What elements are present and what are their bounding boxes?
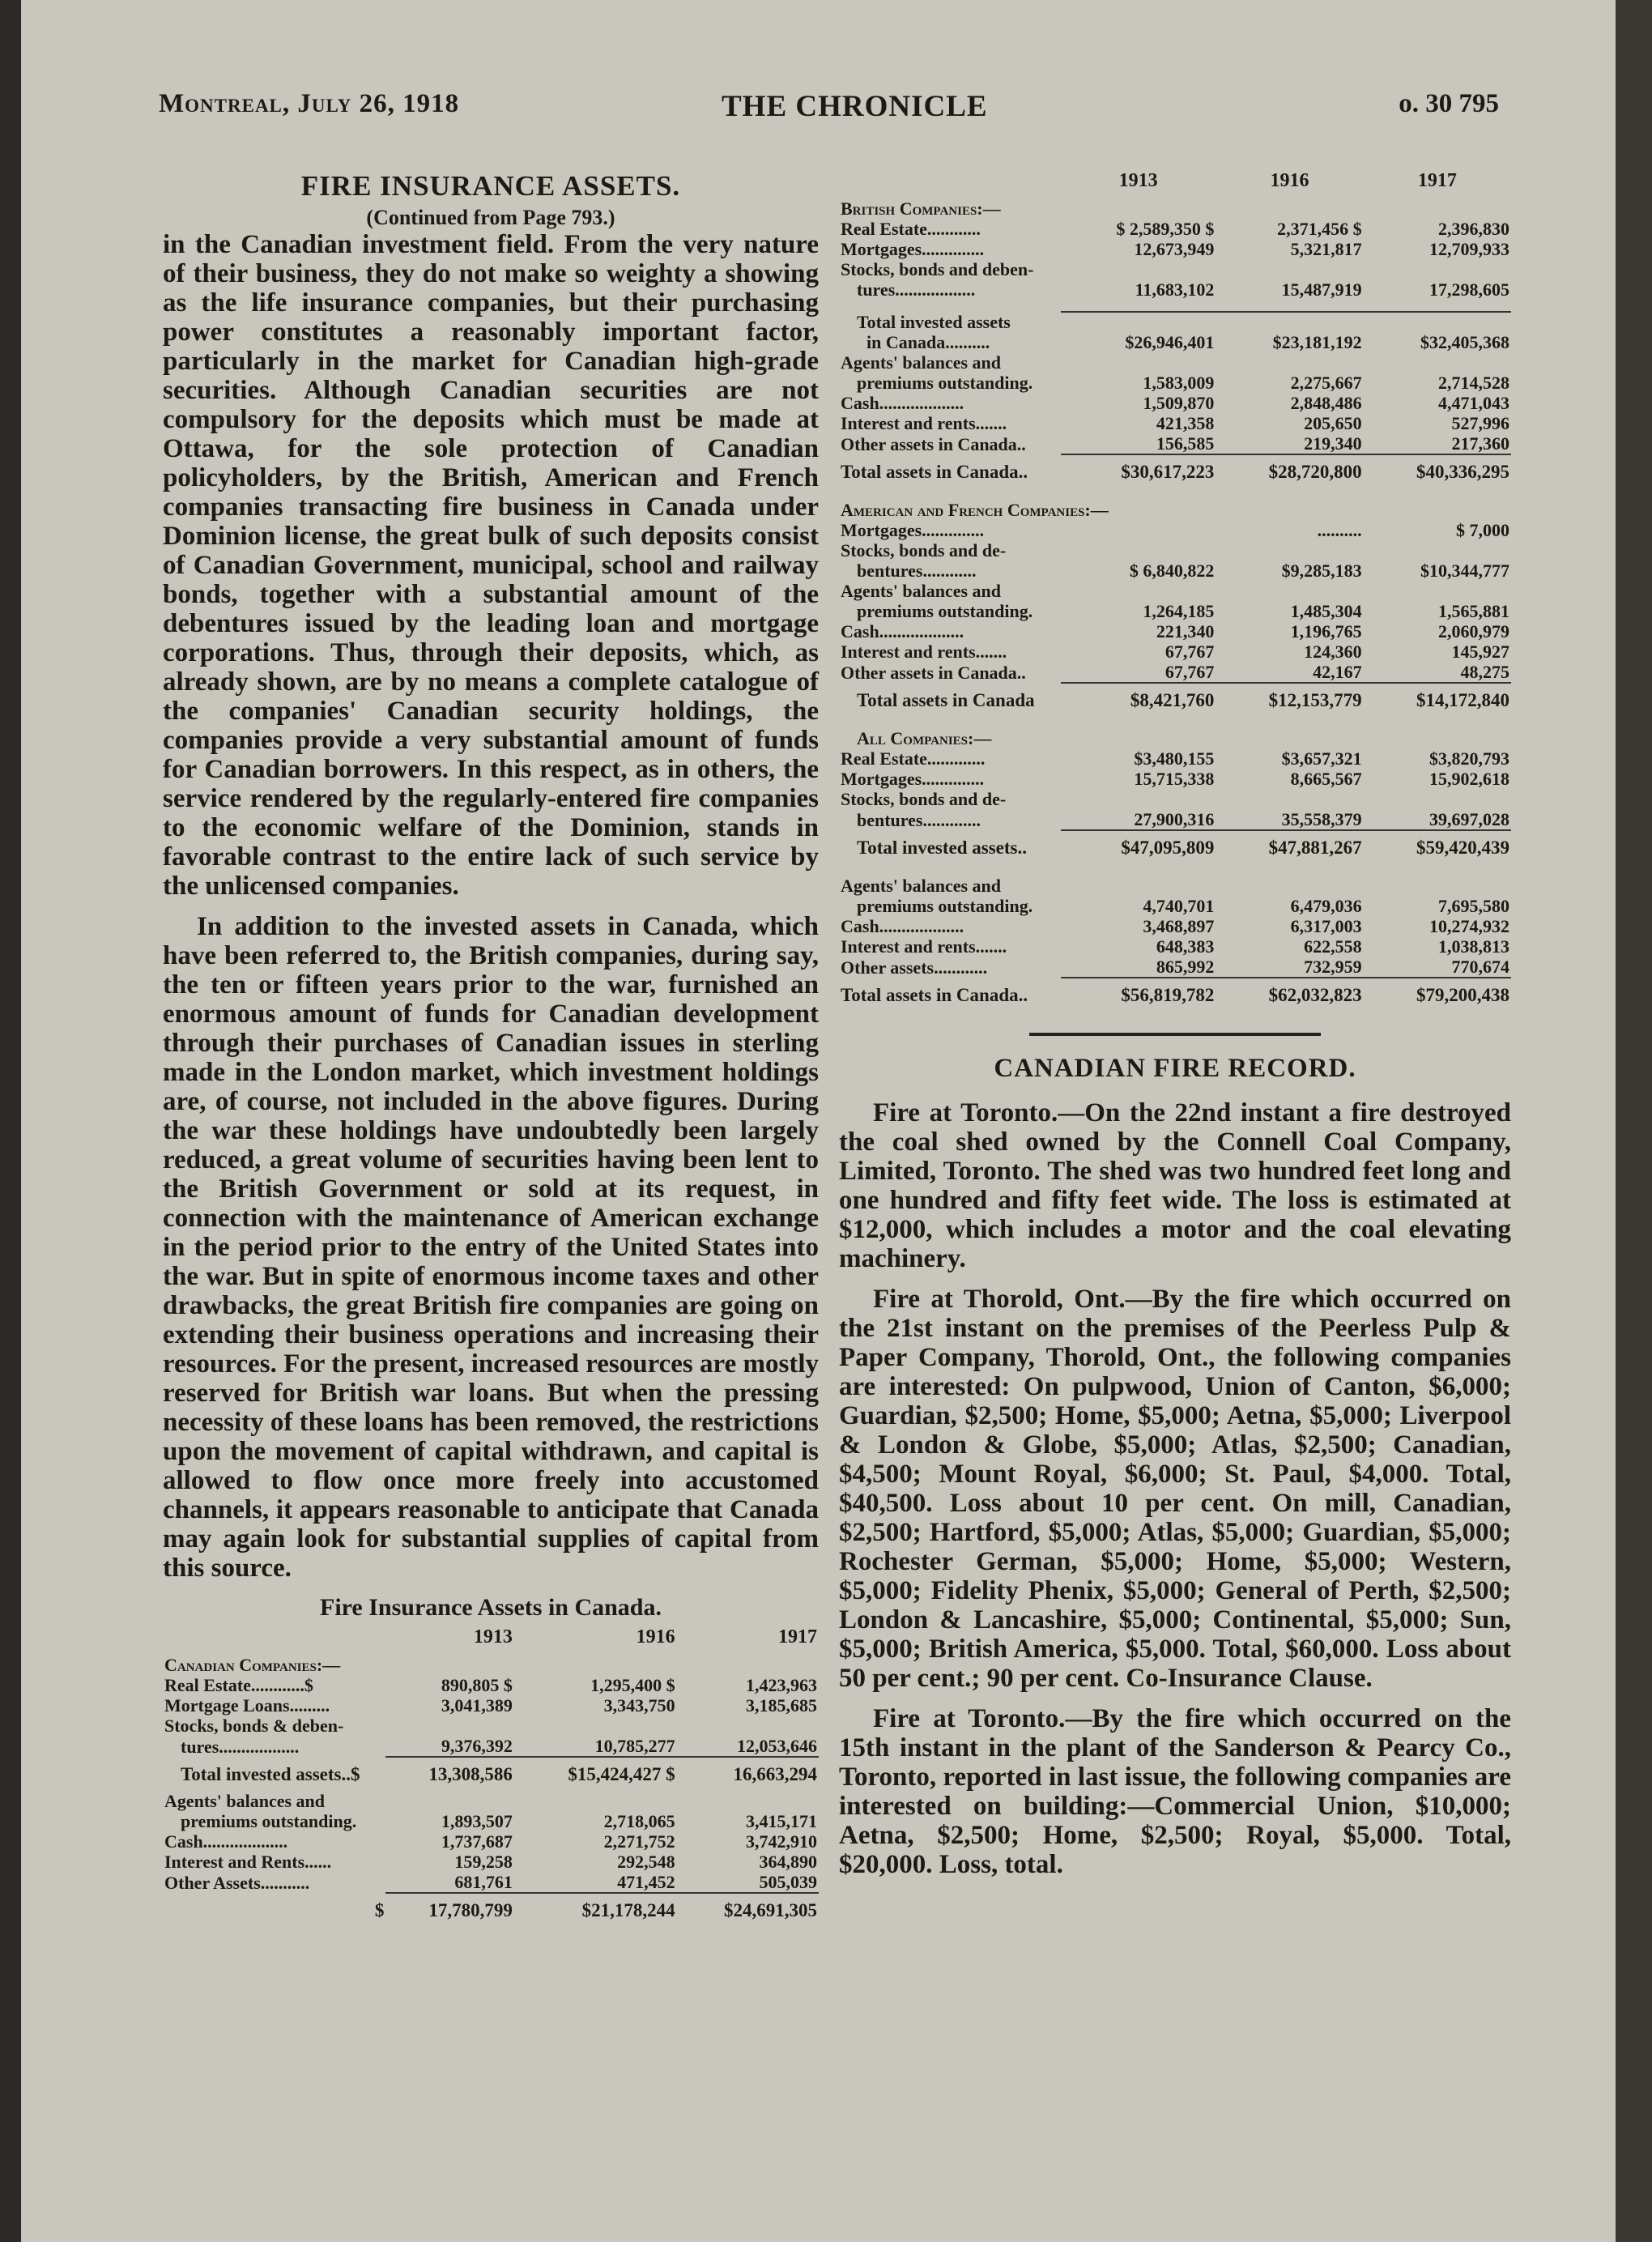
fire-record-lead: Fire at Toronto. xyxy=(873,1098,1058,1127)
row-label: Mortgages.............. xyxy=(841,769,985,789)
cell-1916: $12,153,779 xyxy=(1216,683,1363,717)
cell-1913: 12,673,949 xyxy=(1134,239,1215,259)
cell-1913: 15,715,338 xyxy=(1134,769,1215,789)
table-row-grand-total xyxy=(163,1893,819,1927)
cell-1917: 16,663,294 xyxy=(677,1757,819,1791)
table-row xyxy=(839,560,1511,581)
section-heading: All Companies:— xyxy=(857,728,992,748)
table-header-row xyxy=(839,170,1511,198)
row-label: Cash................... xyxy=(841,621,964,641)
table-row xyxy=(839,219,1511,239)
table-row xyxy=(839,581,1511,601)
cell-1917: 1,423,963 xyxy=(746,1675,817,1695)
cell-1916: 1,295,400 $ xyxy=(590,1675,675,1695)
row-label: tures.................. xyxy=(181,1737,300,1757)
cell-1913 xyxy=(1061,520,1216,540)
cell-1913: 3,468,897 xyxy=(1143,916,1215,936)
fire-record-title: CANADIAN FIRE RECORD. xyxy=(994,1054,1356,1083)
cell-1916: 42,167 xyxy=(1313,662,1362,682)
row-label: premiums outstanding. xyxy=(857,896,1033,916)
table-row-total xyxy=(839,683,1511,717)
table-row xyxy=(839,540,1511,560)
row-label: Stocks, bonds and deben- xyxy=(841,259,1034,279)
cell-1916: $15,424,427 $ xyxy=(514,1757,677,1791)
row-label: premiums outstanding. xyxy=(857,601,1033,621)
cell-1916: 6,479,036 xyxy=(1290,896,1362,916)
row-label: in Canada.......... xyxy=(866,332,990,352)
section-divider xyxy=(1029,1033,1321,1036)
cell-1913: 9,376,392 xyxy=(441,1736,513,1756)
row-label: Agents' balances and xyxy=(841,581,1002,601)
row-label: Interest and rents....... xyxy=(841,641,1007,662)
table-row xyxy=(163,1811,819,1831)
cell-1917: 527,996 xyxy=(1451,413,1509,433)
fire-record-text: —By the fire which occurred on the 21st instant on the premises of the Peerless Pulp & Paper Company, Thorold, Ont., the following companies are interested: On pulpwood, Union of Canton, $6,000; Guardian, $2,500; Home, $5,000; Aetna, $5,000; Liverpool & London & Globe, $5,000; Atlas, $2,500; Canadian, $4,500; Mount Royal, $6,000; St. Paul, $4,000. Total, $40,500. Loss about 10 per cent. On mill, Canadian, $2,500; Hartford, $5,000; Atlas, $5,000; Guardian, $5,000; Rochester German, $5,000; Home, $5,000; Western, $5,000; Fidelity Phenix, $5,000; General of Perth, $2,500; London & Lancashire, $5,000; Continental, $5,000; Sun, $5,000; British America, $5,000. Total, $60,000. Loss about 50 per cent.; 90 per cent. Co-Insurance Clause. xyxy=(839,1285,1511,1693)
table-row xyxy=(839,896,1511,916)
canadian-companies-table xyxy=(163,1626,819,1927)
year-header: 1916 xyxy=(1270,170,1309,191)
cell-1913: 890,805 $ xyxy=(441,1675,513,1695)
table-row xyxy=(839,662,1511,683)
table-row-grand-total xyxy=(839,978,1511,1012)
table-row xyxy=(163,1716,819,1736)
table-row-total xyxy=(839,454,1511,488)
cell-1913: 865,992 xyxy=(1156,957,1215,977)
section-heading: British Companies:— xyxy=(841,198,1001,219)
row-label: Total assets in Canada xyxy=(857,690,1035,710)
cell-1913: 13,308,586 xyxy=(385,1757,513,1791)
cell-1913: 67,767 xyxy=(1164,662,1215,682)
cell-1916: 124,360 xyxy=(1304,641,1362,662)
table-row xyxy=(839,601,1511,621)
cell-1916: 1,196,765 xyxy=(1290,621,1362,641)
table-row xyxy=(163,1852,819,1872)
assets-by-company-table xyxy=(839,170,1511,1012)
row-label: Mortgage Loans......... xyxy=(164,1695,330,1716)
header-page-number: o. 30 795 xyxy=(1399,89,1499,118)
table-row xyxy=(839,936,1511,957)
cell-1916: 732,959 xyxy=(1304,957,1362,977)
cell-1917: 39,697,028 xyxy=(1429,809,1509,829)
header-dateline: Montreal, July 26, 1918 xyxy=(159,89,460,118)
table-row xyxy=(839,520,1511,540)
cell-1917: 217,360 xyxy=(1451,433,1509,454)
cell-1913: 27,900,316 xyxy=(1134,809,1215,829)
cell-1916: 2,371,456 $ xyxy=(1277,219,1362,239)
year-header: 1916 xyxy=(636,1626,675,1647)
table-row xyxy=(163,1695,819,1716)
row-label: premiums outstanding. xyxy=(181,1811,357,1831)
row-label: Total assets in Canada.. xyxy=(841,985,1028,1005)
cell-1917: 7,695,580 xyxy=(1438,896,1509,916)
table-row xyxy=(839,413,1511,433)
row-label: Total assets in Canada.. xyxy=(841,462,1028,482)
section-heading: American and French Companies:— xyxy=(841,500,1109,520)
row-label: premiums outstanding. xyxy=(857,373,1033,393)
cell-1917: 10,274,932 xyxy=(1429,916,1509,936)
fire-record-text: —On the 22nd instant a fire destroyed the coal shed owned by the Connell Coal Company, Limited, Toronto. The shed was two hundred feet long and one hundred and fifty feet wide. The loss is estimated at $12,000, which includes a motor and the coal elevating machinery. xyxy=(839,1098,1511,1273)
cell-1913: $ 6,840,822 xyxy=(1129,560,1215,581)
table-row xyxy=(163,1675,819,1695)
section-heading: Canadian Companies:— xyxy=(164,1655,341,1675)
table-row xyxy=(163,1736,819,1757)
cell-1913: $30,617,223 xyxy=(1061,454,1216,488)
row-label: Real Estate............$ xyxy=(164,1675,313,1695)
fire-record-lead: Fire at Toronto. xyxy=(873,1704,1066,1733)
cell-1913: $56,819,782 xyxy=(1061,978,1216,1012)
cell-1913: 221,340 xyxy=(1156,621,1215,641)
row-label: Mortgages.............. xyxy=(841,239,985,259)
table-row xyxy=(839,259,1511,279)
cell-1916: 205,650 xyxy=(1304,413,1362,433)
cell-1913: 67,767 xyxy=(1164,641,1215,662)
year-header: 1913 xyxy=(473,1626,513,1647)
fire-record-text: —By the fire which occurred on the 15th instant in the plant of the Sanderson & Pearcy Co., Toronto, reported in last issue, the following companies are interested on building:—Commercial Union, $10,000; Aetna, $2,500; Home, $2,500; Royal, $5,000. Total, $20,000. Loss, total. xyxy=(839,1704,1511,1879)
row-label: Stocks, bonds & deben- xyxy=(164,1716,344,1736)
cell-1917: 3,185,685 xyxy=(746,1695,817,1716)
cell-1916: 292,548 xyxy=(617,1852,675,1872)
cell-1917: 145,927 xyxy=(1451,641,1509,662)
article-title: FIRE INSURANCE ASSETS. xyxy=(300,170,681,202)
row-label: Other assets in Canada.. xyxy=(841,434,1026,454)
cell-1917: $59,420,439 xyxy=(1364,830,1511,864)
cell-1916: 471,452 xyxy=(617,1872,675,1892)
table-row xyxy=(163,1791,819,1811)
table-row xyxy=(839,748,1511,769)
cell-1913: 648,383 xyxy=(1156,936,1215,957)
cell-1917: 2,060,979 xyxy=(1438,621,1509,641)
cell-1917: $32,405,368 xyxy=(1420,332,1509,352)
cell-1916: 2,275,667 xyxy=(1290,373,1362,393)
cell-1916: $23,181,192 xyxy=(1272,332,1362,352)
table-row xyxy=(839,373,1511,393)
cell-1916: 3,343,750 xyxy=(603,1695,675,1716)
row-label: Agents' balances and xyxy=(164,1791,326,1811)
table-row-total xyxy=(163,1757,819,1791)
cell-1917: 770,674 xyxy=(1451,957,1509,977)
cell-1913: 1,509,870 xyxy=(1143,393,1215,413)
cell-1916: 219,340 xyxy=(1304,433,1362,454)
cell-1916: 1,485,304 xyxy=(1290,601,1362,621)
cell-1916: 8,665,567 xyxy=(1290,769,1362,789)
cell-1916: .......... xyxy=(1317,520,1362,540)
continued-note: (Continued from Page 793.) xyxy=(366,206,615,229)
row-label: Other Assets........... xyxy=(164,1873,310,1893)
cell-1917: $10,344,777 xyxy=(1420,560,1509,581)
article-paragraph-2: In addition to the invested assets in Canada, which have been referred to, the British companies, during say, the ten or fifteen years prior to the war, furnished an enormous amount of funds for Canadian development through their purchases of Canadian issues in sterling made in the London market, which investment holdings are, of course, not included in the above figures. During the war these holdings have undoubtedly been largely reduced, a great volume of securities having been lent to the British Government or sold at its request, in connection with the maintenance of American exchange in the period prior to the entry of the United States into the war. But in spite of enormous income taxes and other drawbacks, the great British fire companies are going on extending their business operations and increasing their resources. For the present, increased resources are mostly reserved for British war loans. But when the pressing necessity of these loans has been removed, the restrictions upon the movement of capital withdrawn, and capital is allowed to flow once more freely into accustomed channels, it appears reasonable to anticipate that Canada may again look for substantial supplies of capital from this source. xyxy=(163,912,819,1583)
article-paragraph-1: in the Canadian investment field. From the very nature of their business, they do not make so weighty a showing as the life insurance companies, but their purchasing power constitutes a reasonably important factor, particularly in the market for Canadian high-grade securities. Although Canadian securities are not compulsory for the deposits which must be made at Ottawa, for the sole protection of Canadian policyholders, by the British, American and French companies transacting fire business in Canada under Dominion license, the great bulk of such deposits consist of Canadian Government, municipal, school and railway bonds, together with a substantial amount of the debentures issued by the leading loan and mortgage corporations. Thus, through their deposits, which, as already shown, are by no means a complete catalogue of the companies' Canadian security holdings, the companies provide a very substantial amount of funds for Canadian borrowers. In this respect, as in others, the service rendered by the regularly-entered fire companies to the economic welfare of the Dominion, stands in favorable contrast to the entire lack of such service by the unlicensed companies. xyxy=(163,230,819,901)
cell-1917: 3,742,910 xyxy=(746,1831,817,1852)
row-label: Agents' balances and xyxy=(841,876,1002,896)
cell-1917: 2,396,830 xyxy=(1438,219,1509,239)
cell-1917: 505,039 xyxy=(759,1872,817,1892)
table-row xyxy=(839,957,1511,978)
table-row xyxy=(839,916,1511,936)
cell-1913: 159,258 xyxy=(454,1852,513,1872)
cell-1916: 35,558,379 xyxy=(1281,809,1362,829)
cell-1916: $21,178,244 xyxy=(514,1893,677,1927)
cell-1913: 681,761 xyxy=(454,1872,513,1892)
table-row xyxy=(839,239,1511,259)
cell-1917: 4,471,043 xyxy=(1438,393,1509,413)
table-row xyxy=(839,279,1511,300)
table-title: Fire Insurance Assets in Canada. xyxy=(320,1594,662,1621)
cell-1917: 12,053,646 xyxy=(737,1736,817,1756)
cell-1913: $3,480,155 xyxy=(1134,748,1215,769)
row-label: Other assets in Canada.. xyxy=(841,663,1026,683)
right-column xyxy=(839,170,1511,1879)
cell-1916: $62,032,823 xyxy=(1216,978,1363,1012)
row-label: Interest and Rents...... xyxy=(164,1852,332,1872)
fire-record-item xyxy=(839,1285,1511,1693)
table-row xyxy=(839,876,1511,896)
cell-1917: 1,038,813 xyxy=(1438,936,1509,957)
year-header: 1913 xyxy=(1118,170,1158,191)
cell-1916: 622,558 xyxy=(1304,936,1362,957)
table-row xyxy=(839,641,1511,662)
row-label: Other assets............ xyxy=(841,957,988,978)
page-binding-edge xyxy=(1616,0,1652,2242)
cell-1917: $40,336,295 xyxy=(1364,454,1511,488)
cell-1913: 1,583,009 xyxy=(1143,373,1215,393)
cell-1917: 15,902,618 xyxy=(1429,769,1509,789)
row-label: Agents' balances and xyxy=(841,352,1002,373)
left-column xyxy=(163,170,819,1927)
row-label: Total invested assets..$ xyxy=(181,1764,360,1784)
cell-1916: 15,487,919 xyxy=(1281,279,1362,300)
cell-1913: 1,737,687 xyxy=(441,1831,513,1852)
row-label: Real Estate............. xyxy=(841,748,986,769)
cell-1917: 3,415,171 xyxy=(746,1811,817,1831)
year-header: 1917 xyxy=(778,1626,817,1647)
fire-record-item xyxy=(839,1098,1511,1273)
table-row xyxy=(839,352,1511,373)
cell-1916: 10,785,277 xyxy=(594,1736,675,1756)
cell-1913: 421,358 xyxy=(1156,413,1215,433)
table-header-row xyxy=(163,1626,819,1655)
row-label: $ xyxy=(374,1900,385,1920)
cell-1913: $ 2,589,350 $ xyxy=(1116,219,1215,239)
cell-1917: $24,691,305 xyxy=(677,1893,819,1927)
row-label: Cash................... xyxy=(841,393,964,413)
cell-1916: 2,848,486 xyxy=(1290,393,1362,413)
cell-1917: 2,714,528 xyxy=(1438,373,1509,393)
cell-1917: 364,890 xyxy=(759,1852,817,1872)
cell-1917: 1,565,881 xyxy=(1438,601,1509,621)
row-label: Interest and rents....... xyxy=(841,413,1007,433)
cell-1916: $47,881,267 xyxy=(1216,830,1363,864)
fire-record-lead: Fire at Thorold, Ont. xyxy=(873,1285,1126,1314)
table-row-total xyxy=(839,332,1511,352)
cell-1913: $47,095,809 xyxy=(1061,830,1216,864)
table-row xyxy=(839,809,1511,830)
cell-1916: 6,317,003 xyxy=(1290,916,1362,936)
table-row xyxy=(839,789,1511,809)
cell-1913: $8,421,760 xyxy=(1061,683,1216,717)
row-label: tures.................. xyxy=(857,279,976,300)
table-row xyxy=(839,621,1511,641)
row-label: Total invested assets.. xyxy=(857,838,1027,858)
cell-1916: $28,720,800 xyxy=(1216,454,1363,488)
row-label: Stocks, bonds and de- xyxy=(841,789,1007,809)
cell-1917: 48,275 xyxy=(1460,662,1509,682)
cell-1916: 5,321,817 xyxy=(1290,239,1362,259)
cell-1913: 17,780,799 xyxy=(385,1893,513,1927)
table-row xyxy=(839,433,1511,454)
row-label: bentures............. xyxy=(857,810,981,830)
table-row xyxy=(839,393,1511,413)
row-label: Total invested assets xyxy=(857,312,1011,332)
newspaper-page xyxy=(21,0,1633,2242)
cell-1913: 11,683,102 xyxy=(1135,279,1215,300)
cell-1913: 3,041,389 xyxy=(441,1695,513,1716)
cell-1913: 156,585 xyxy=(1156,433,1215,454)
cell-1917: $79,200,438 xyxy=(1364,978,1511,1012)
table-row xyxy=(839,769,1511,789)
cell-1917: $ 7,000 xyxy=(1456,520,1509,540)
row-label: Interest and rents....... xyxy=(841,936,1007,957)
cell-1917: $3,820,793 xyxy=(1429,748,1509,769)
table-row xyxy=(163,1872,819,1893)
table-row xyxy=(839,312,1511,332)
cell-1916: 2,271,752 xyxy=(603,1831,675,1852)
cell-1916: 2,718,065 xyxy=(603,1811,675,1831)
fire-record-item xyxy=(839,1704,1511,1879)
cell-1916: $9,285,183 xyxy=(1281,560,1362,581)
row-label: Real Estate............ xyxy=(841,219,981,239)
cell-1913: $26,946,401 xyxy=(1125,332,1215,352)
cell-1916: $3,657,321 xyxy=(1281,748,1362,769)
table-row-total xyxy=(839,830,1511,864)
row-label: Cash................... xyxy=(841,916,964,936)
table-row xyxy=(163,1831,819,1852)
row-label: Cash................... xyxy=(164,1831,288,1852)
row-label: Mortgages.............. xyxy=(841,520,985,540)
cell-1913: 1,264,185 xyxy=(1143,601,1215,621)
header-masthead: THE CHRONICLE xyxy=(722,90,988,123)
year-header: 1917 xyxy=(1417,170,1457,191)
page-header xyxy=(138,89,1499,130)
row-label: bentures............ xyxy=(857,560,977,581)
row-label: Stocks, bonds and de- xyxy=(841,540,1007,560)
cell-1913: 1,893,507 xyxy=(441,1811,513,1831)
cell-1913: 4,740,701 xyxy=(1143,896,1215,916)
cell-1917: 17,298,605 xyxy=(1429,279,1509,300)
cell-1917: $14,172,840 xyxy=(1364,683,1511,717)
cell-1917: 12,709,933 xyxy=(1429,239,1509,259)
